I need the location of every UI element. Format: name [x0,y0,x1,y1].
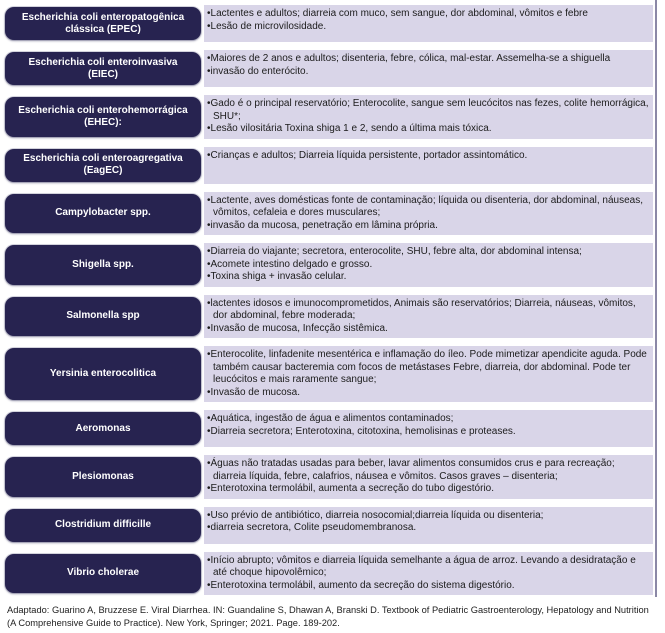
pathogen-name-box: Aeromonas [5,412,201,445]
pathogen-row [5,192,653,236]
pathogen-name-box: Campylobacter spp. [5,194,201,234]
pathogen-name-box: Vibrio cholerae [5,554,201,594]
bullet-item: •Enterocolite, linfadenite mesentérica e inflamação do íleo. Pode mimetizar apendicite aguda. Pode também causar bacteremia com focos de metástases Febre, diarreia, dor abdominal. Pode ter leucócitos e mais raramente sangue; [207,349,647,385]
pathogen-row [5,147,653,184]
pathogen-name-box: Escherichia coli enteropatogênica clássica (EPEC) [5,7,201,40]
bullet-item: •Águas não tratadas usadas para beber, lavar alimentos consumidos crus e para recreação; diarreia líquida, febre, calafrios, náusea e vômitos. Casos graves – disenteria; [207,458,615,482]
pathogen-description-box [204,243,653,287]
bullet-item: •Enterotoxina termolábil, aumenta a secreção do tubo digestório. [207,483,495,494]
pathogen-row [5,95,653,139]
pathogen-row [5,507,653,544]
bullet-item: •lactentes idosos e imunocomprometidos, Animais são reservatórios; Diarreia, náuseas, vômitos, dor abdominal, febre moderada; [207,297,636,321]
pathogen-row [5,5,653,42]
pathogen-row [5,552,653,596]
bullet-item: •invasão da mucosa, penetração em lâmina própria. [207,219,438,231]
pathogen-description-box [204,455,653,499]
pathogen-table [5,5,653,595]
bullet-item: •Gado é o principal reservatório; Enterocolite, sangue sem leucócitos nas fezes, colite hemorrágica, SHU*; [207,98,649,122]
pathogen-name-box: Plesiomonas [5,457,201,497]
pathogen-description-box [204,507,653,544]
pathogen-row [5,50,653,87]
pathogen-description-box [204,410,653,447]
pathogen-description-box [204,147,653,184]
pathogen-row [5,455,653,499]
bullet-item: •Lactentes e adultos; diarreia com muco, sem sangue, dor abdominal, vômitos e febre [207,8,588,19]
pathogen-description-box [204,552,653,596]
bullet-item: •Invasão de mucosa. [207,386,300,398]
pathogen-row [5,410,653,447]
bullet-item: •Lesão vilositária Toxina shiga 1 e 2, sendo a última mais tóxica. [207,123,492,134]
pathogen-description-box [204,5,653,42]
pathogen-row [5,346,653,402]
pathogen-name-box: Clostridium difficille [5,509,201,542]
pathogen-description-box [204,192,653,236]
pathogen-description-box [204,346,653,402]
bullet-item: •Uso prévio de antibiótico, diarreia nosocomial;diarreia líquida ou disenteria; [207,509,544,521]
pathogen-name-box: Salmonella spp [5,297,201,337]
pathogen-name-box: Shigella spp. [5,245,201,285]
bullet-item: •Toxina shiga + invasão celular. [207,271,347,282]
bullet-item: •Aquática, ingestão de água e alimentos contaminados; [207,413,454,424]
pathogen-name-box: Escherichia coli enterohemorrágica (EHEC): [5,97,201,137]
bullet-item: •Diarreia do viajante; secretora, enterocolite, SHU, febre alta, dor abdominal intensa; [207,246,582,257]
bullet-item: •Invasão de mucosa, Infecção sistêmica. [207,322,388,334]
bullet-item: •invasão do enterócito. [207,65,309,77]
bullet-item: •Acomete intestino delgado e grosso. [207,258,373,270]
pathogen-name-box: Yersinia enterocolitica [5,348,201,400]
bullet-item: •Lactente, aves domésticas fonte de contaminação; líquida ou disenteria, dor abdominal, náuseas, vômitos, cefaleia e dores musculares; [207,194,643,218]
pathogen-row [5,295,653,339]
bullet-item: •Crianças e adultos; Diarreia líquida persistente, portador assintomático. [207,149,528,161]
pathogen-row [5,243,653,287]
source-citation: Adaptado: Guarino A, Bruzzese E. Viral Diarrhea. IN: Guandaline S, Dhawan A, Branski D. Textbook of Pediatric Gastroenterology, Hepatology and Nutrition (A Comprehensive Guide to Practice). New York, Springer; 2021. Page. 189-202. [7,605,649,628]
pathogen-description-box [204,95,653,139]
bullet-item: •diarreia secretora, Colite pseudomembranosa. [207,522,417,533]
pathogen-description-box [204,50,653,87]
right-border-line [655,0,657,597]
bullet-item: •Diarreia secretora; Enterotoxina, citotoxina, hemolisinas e proteases. [207,425,516,437]
bullet-item: •Enterotoxina termolábil, aumento da secreção do sistema digestório. [207,579,515,591]
bullet-item: •Início abrupto; vômitos e diarreia líquida semelhante a água de arroz. Levando a desidratação e até choque hipovolêmico; [207,554,636,578]
pathogen-name-box: Escherichia coli enteroinvasiva (EIEC) [5,52,201,85]
bullet-item: •Lesão de microvilosidade. [207,20,327,32]
bullet-item: •Maiores de 2 anos e adultos; disenteria, febre, cólica, mal-estar. Assemelha-se a shiguella [207,53,611,64]
pathogen-description-box [204,295,653,339]
pathogen-name-box: Escherichia coli enteroagregativa (EagEC) [5,149,201,182]
